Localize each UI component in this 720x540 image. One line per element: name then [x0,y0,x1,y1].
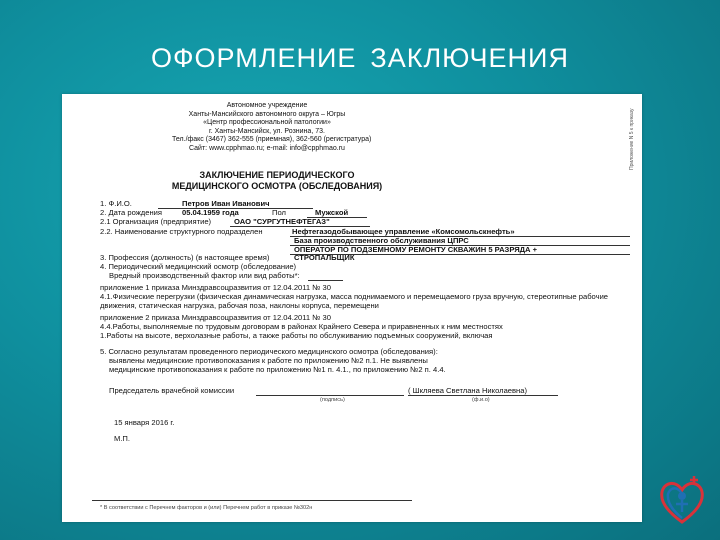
profession-label: 3. Профессия (должность) (в настоящее время) [100,253,270,262]
org-line: «Центр профессиональной патологии» [203,119,331,127]
chair-name: ( Шкляева Светлана Николаевна) [408,386,527,395]
heart-logo-icon [656,472,708,528]
conclusion-date: 15 января 2016 г. [114,418,175,427]
harmful-underline [308,280,343,281]
exam-label: 4. Периодический медицинский осмотр (обследование) [100,262,297,271]
heading-line-2: МЕДИЦИНСКОГО ОСМОТРА (ОБСЛЕДОВАНИЯ) [171,180,383,191]
unit-label: 2.2. Наименование структурного подразделен [100,227,263,236]
org-line: Автономное учреждение [226,102,308,109]
factor-4-1: 4.1.Физические перегрузки (физическая динамическая нагрузка, масса поднимаемого и перемещаемого груза вручную, стереотипные рабочие движения, статическая нагрузка, рабочая поза, наклоны корпуса, перемещени [100,292,609,311]
result-line-2: выявлены медицинские противопоказания к работе по приложению №2 п.1. Не выявлены [109,356,428,365]
org-line: Сайт: www.cpphmao.ru; e-mail: info@cpphmao.ru [189,144,345,152]
fio-value: Петров Иван Иванович [182,199,270,208]
footnote: * В соответствии с Перечнем факторов и (или) Перечнем работ в приказе №302н [100,505,313,511]
fio-caption: (ф.и.о) [472,397,490,403]
factor-4-4: 4.4.Работы, выполняемые по трудовым договорам в районах Крайнего Севера и приравненных к ним местностях [100,322,503,331]
gender-value: Мужской [315,208,349,217]
org-line: Ханты-Мансийского автономного округа – Югры [188,110,346,118]
fio-label: 1. Ф.И.О. [100,199,132,208]
unit-value-1: Нефтегазодобывающее управление «Комсомольскнефть» [292,227,515,236]
footnote-rule [92,500,412,501]
title-word-1: ОФОРМЛЕНИЕ [151,43,357,73]
stamp-place: М.П. [114,434,131,443]
gender-label: Пол [272,208,286,217]
birth-label: 2. Дата рождения [100,208,163,217]
side-note: Приложение N 5 к приказу [629,108,635,170]
heading-line-1: ЗАКЛЮЧЕНИЕ ПЕРИОДИЧЕСКОГО [199,170,355,180]
harmful-label: Вредный производственный фактор или вид работы*: [109,271,300,280]
org-label: 2.1 Организация (предприятие) [100,217,212,226]
chair-label: Председатель врачебной комиссии [109,386,235,395]
annex-1: приложение 1 приказа Минздравсоцразвития от 12.04.2011 № 30 [100,283,331,292]
result-line-1: 5. Согласно результатам проведенного периодического медицинского осмотра (обследования): [100,347,438,356]
org-line: Тел./факс (3467) 362-555 (приемная), 362-560 (регистратура) [172,136,372,144]
org-value: ОАО "СУРГУТНЕФТЕГАЗ" [234,217,330,226]
annex-2: приложение 2 приказа Минздравсоцразвития от 12.04.2011 № 30 [100,313,331,322]
conclusion-document [62,94,642,522]
sign-caption: (подпись) [320,397,345,403]
factor-1: 1.Работы на высоте, верхолазные работы, а также работы по обслуживанию подъемных сооружений, включая [100,331,493,340]
document-heading [162,170,392,191]
slide-title [0,43,720,74]
result-line-3: медицинские противопоказания к работе по приложению №1 п. 4.1., по приложению №2 п. 4.4. [109,365,446,374]
birth-value: 05.04.1959 года [182,208,239,217]
profession-value-1: ОПЕРАТОР ПО ПОДЗЕМНОМУ РЕМОНТУ СКВАЖИН 5 РАЗРЯДА + [294,245,538,254]
unit-value-2: База производственного обслуживания ЦПРС [294,236,469,245]
profession-value-2: СТРОПАЛЬЩИК [294,253,355,262]
title-word-2: ЗАКЛЮЧЕНИЯ [370,43,569,73]
organization-header [172,102,372,154]
org-line: г. Ханты-Мансийск, ул. Рознина, 73. [209,127,325,135]
